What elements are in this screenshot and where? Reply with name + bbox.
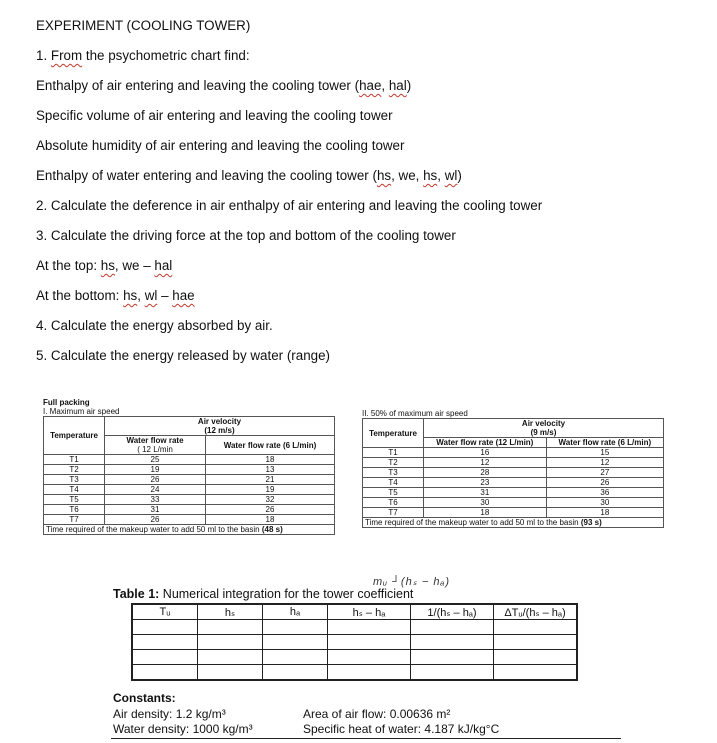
left-col-temperature: Temperature <box>44 417 105 455</box>
table1-header-cell: Tᵤ <box>132 604 198 620</box>
driving-force-bottom: At the bottom: hs, wl – hae <box>36 288 195 303</box>
left-table-cell: T3 <box>44 475 105 485</box>
right-table-cell: 12 <box>424 458 547 468</box>
left-table-cell: 21 <box>206 475 335 485</box>
table1-empty-cell <box>328 620 411 635</box>
table1-empty-cell <box>263 620 328 635</box>
table1-row <box>132 635 577 650</box>
item-specific-volume: Specific volume of air entering and leaving the cooling tower <box>36 108 393 123</box>
table1-header-cell: hₛ <box>198 604 263 620</box>
left-table-cell: 26 <box>105 515 206 525</box>
right-table-cell: 30 <box>424 498 547 508</box>
table1-header-cell: hₐ <box>263 604 328 620</box>
left-table-cell: 13 <box>206 465 335 475</box>
left-table-row <box>44 485 335 495</box>
left-table-cell: 19 <box>206 485 335 495</box>
left-table-footer: Time required of the makeup water to add 50 ml to the basin (48 s) <box>44 525 335 535</box>
table1-header-cell: 1/(hₛ – hₐ) <box>411 604 494 620</box>
table1-empty-cell <box>198 650 263 665</box>
table1-empty-cell <box>494 650 578 665</box>
left-table-cell: 32 <box>206 495 335 505</box>
table1-empty-cell <box>132 650 198 665</box>
right-table-cell: 23 <box>424 478 547 488</box>
table1-empty-cell <box>411 665 494 681</box>
table1-caption: Table 1: Numerical integration for the tower coefficient <box>113 587 414 601</box>
question-1: 1. From the psychometric chart find: <box>36 48 250 63</box>
table1-empty-cell <box>198 620 263 635</box>
left-table-cell: 31 <box>105 505 206 515</box>
left-table-subcaption: I. Maximum air speed <box>43 407 120 416</box>
left-col-flow-12: Water flow rate ( 12 L/min <box>105 436 206 455</box>
right-table-row <box>363 508 664 518</box>
right-table-cell: 12 <box>546 458 663 468</box>
page-title: EXPERIMENT (COOLING TOWER) <box>36 18 251 33</box>
table1-empty-cell <box>263 650 328 665</box>
right-col-temperature: Temperature <box>363 419 424 448</box>
table1-empty-cell <box>411 635 494 650</box>
right-table-cell: 16 <box>424 448 547 458</box>
left-table-cell: 19 <box>105 465 206 475</box>
item-absolute-humidity: Absolute humidity of air entering and leaving the cooling tower <box>36 138 405 153</box>
right-col-flow-6: Water flow rate (6 L/min) <box>546 438 663 448</box>
table1-empty-cell <box>328 635 411 650</box>
item-enthalpy-water: Enthalpy of water entering and leaving the cooling tower (hs, we, hs, wl) <box>36 168 462 183</box>
left-table-cell: T7 <box>44 515 105 525</box>
right-table-block <box>362 409 664 528</box>
constant-specific-heat: Specific heat of water: 4.187 kJ/kg°C <box>303 722 500 736</box>
table1-empty-cell <box>494 635 578 650</box>
left-table-row <box>44 505 335 515</box>
left-table-cell: 24 <box>105 485 206 495</box>
constant-area: Area of air flow: 0.00636 m² <box>303 707 451 721</box>
right-data-table <box>362 418 664 528</box>
integration-table <box>131 603 578 681</box>
left-table-cell: 18 <box>206 515 335 525</box>
table1-empty-cell <box>328 665 411 681</box>
left-table-row <box>44 455 335 465</box>
table1-empty-cell <box>132 620 198 635</box>
question-3: 3. Calculate the driving force at the top and bottom of the cooling tower <box>36 228 456 243</box>
table1-empty-cell <box>411 650 494 665</box>
right-table-footer: Time required of the makeup water to add 50 ml to the basin (93 s) <box>363 518 664 528</box>
right-col-flow-12: Water flow rate (12 L/min) <box>424 438 547 448</box>
table1-empty-cell <box>328 650 411 665</box>
right-table-cell: 27 <box>546 468 663 478</box>
right-col-air-velocity: Air velocity (9 m/s) <box>424 419 664 438</box>
table1-empty-cell <box>494 665 578 681</box>
left-table-cell: T4 <box>44 485 105 495</box>
right-table-cell: T2 <box>363 458 424 468</box>
right-table-caption: II. 50% of maximum air speed <box>362 409 468 418</box>
left-data-table <box>43 416 335 535</box>
table1-row <box>132 665 577 681</box>
right-table-cell: T3 <box>363 468 424 478</box>
right-table-cell: 30 <box>546 498 663 508</box>
formula-fragment: mᵤ ┘(hₛ − hₐ) <box>373 576 451 588</box>
left-col-air-velocity: Air velocity (12 m/s) <box>105 417 335 436</box>
left-table-cell: 18 <box>206 455 335 465</box>
table1-empty-cell <box>132 665 198 681</box>
question-5: 5. Calculate the energy released by water (range) <box>36 348 331 363</box>
table1-empty-cell <box>263 635 328 650</box>
left-table-cell: 33 <box>105 495 206 505</box>
left-table-cell: 26 <box>105 475 206 485</box>
right-table-cell: 18 <box>424 508 547 518</box>
constant-air-density: Air density: 1.2 kg/m³ <box>113 707 226 721</box>
right-table-row <box>363 458 664 468</box>
left-table-block <box>43 398 335 535</box>
left-table-row <box>44 465 335 475</box>
right-table-cell: 31 <box>424 488 547 498</box>
left-table-cell: T6 <box>44 505 105 515</box>
question-2: 2. Calculate the deference in air enthalpy of air entering and leaving the cooling tower <box>36 198 543 213</box>
table1-empty-cell <box>494 620 578 635</box>
left-table-cell: 25 <box>105 455 206 465</box>
left-col-flow-6: Water flow rate (6 L/min) <box>206 436 335 455</box>
right-table-cell: 28 <box>424 468 547 478</box>
left-table-row <box>44 495 335 505</box>
table1-empty-cell <box>132 635 198 650</box>
right-table-cell: 15 <box>546 448 663 458</box>
question-4: 4. Calculate the energy absorbed by air. <box>36 318 273 333</box>
table1-header-cell: hₛ – hₐ <box>328 604 411 620</box>
table1-empty-cell <box>198 665 263 681</box>
right-table-cell: T1 <box>363 448 424 458</box>
left-table-cell: T1 <box>44 455 105 465</box>
table1-empty-cell <box>263 665 328 681</box>
item-enthalpy-air: Enthalpy of air entering and leaving the cooling tower (hae, hal) <box>36 78 412 93</box>
right-table-cell: 18 <box>546 508 663 518</box>
table1-empty-cell <box>411 620 494 635</box>
right-table-row <box>363 448 664 458</box>
right-table-cell: T4 <box>363 478 424 488</box>
right-table-cell: T6 <box>363 498 424 508</box>
right-table-cell: 36 <box>546 488 663 498</box>
left-table-caption: Full packing <box>43 398 90 407</box>
left-table-cell: T5 <box>44 495 105 505</box>
right-table-cell: 26 <box>546 478 663 488</box>
left-table-row <box>44 475 335 485</box>
right-table-row <box>363 478 664 488</box>
driving-force-top: At the top: hs, we – hal <box>36 258 173 273</box>
bottom-rule <box>111 738 621 739</box>
left-table-cell: 26 <box>206 505 335 515</box>
table1-row <box>132 650 577 665</box>
right-table-row <box>363 468 664 478</box>
right-table-row <box>363 498 664 508</box>
right-table-row <box>363 488 664 498</box>
table1-row <box>132 620 577 635</box>
table1-empty-cell <box>198 635 263 650</box>
right-table-cell: T7 <box>363 508 424 518</box>
right-table-cell: T5 <box>363 488 424 498</box>
constants-title: Constants: <box>113 691 176 705</box>
left-table-cell: T2 <box>44 465 105 475</box>
constant-water-density: Water density: 1000 kg/m³ <box>113 722 253 736</box>
table1-header-cell: ΔTᵤ/(hₛ – hₐ) <box>494 604 578 620</box>
left-table-row <box>44 515 335 525</box>
